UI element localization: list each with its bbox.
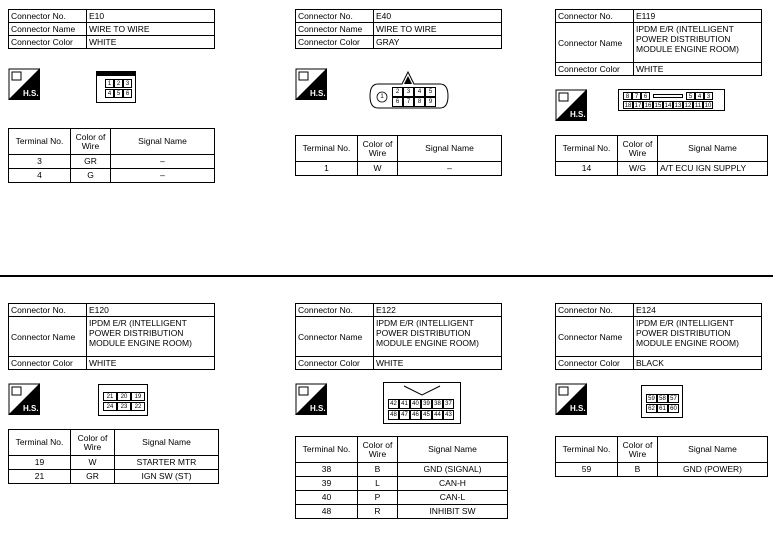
connector-face-e124: 59 58 57 62 61 60 [641, 385, 683, 418]
connector-no-label: Connector No. [9, 10, 87, 23]
connector-info-table [295, 9, 502, 49]
svg-text:H.S.: H.S. [570, 404, 586, 413]
connector-info-table [8, 9, 215, 49]
cavity: 4 [105, 89, 114, 98]
connector-panel-e120 [8, 303, 215, 370]
connector-panel-e40 [295, 9, 502, 49]
connector-panel-e124 [555, 303, 762, 370]
table-row: 39 L CAN-H [296, 477, 508, 491]
hs-icon [8, 383, 40, 415]
table-row: 38 B GND (SIGNAL) [296, 463, 508, 477]
connector-panel-e119 [555, 9, 762, 76]
connector-info-table: Connector No. E119 Connector Name IPDM E/R (INTELLIGENT POWER DISTRIBUTION MODULE ENGINE ROOM) Connector Color WHITE [555, 9, 762, 76]
hs-icon [295, 68, 327, 100]
connector-face-e120: 21 20 19 24 23 22 [98, 384, 148, 416]
hs-icon [295, 383, 327, 415]
table-row: 14 W/G A/T ECU IGN SUPPLY [556, 162, 768, 176]
table-row: 3 GR – [9, 155, 215, 169]
connector-name-label: Connector Name [296, 23, 374, 36]
hs-icon [555, 383, 587, 415]
cavity: 8 [414, 97, 425, 107]
terminal-panel-e119 [555, 135, 768, 176]
table-row: 40 P CAN-L [296, 491, 508, 505]
connector-color-value: WHITE [87, 36, 215, 49]
terminal-panel-e124 [555, 436, 768, 477]
signal-name-header: Signal Name [111, 129, 215, 155]
hs-icon [8, 68, 40, 100]
connector-name-value: WIRE TO WIRE [87, 23, 215, 36]
cavity: 9 [425, 97, 436, 107]
terminal-table: Terminal No. Color of Wire Signal Name 59 B GND (POWER) [555, 436, 768, 477]
table-row: 1 W – [296, 162, 502, 176]
terminal-panel-e40 [295, 135, 502, 176]
cavity: 3 [123, 79, 132, 88]
terminal-no-header: Terminal No. [9, 129, 71, 155]
connector-panel-e122 [295, 303, 502, 370]
connector-info-table: Connector No. E124 Connector Name IPDM E/R (INTELLIGENT POWER DISTRIBUTION MODULE ENGINE ROOM) Connector Color BLACK [555, 303, 762, 370]
table-row: 19 W STARTER MTR [9, 456, 219, 470]
cavity: 5 [114, 89, 123, 98]
cavity: 1 [380, 94, 384, 100]
table-row: 48 R INHIBIT SW [296, 505, 508, 519]
svg-text:H.S.: H.S. [23, 404, 39, 413]
connector-name-value: WIRE TO WIRE [374, 23, 502, 36]
cavity: 2 [114, 79, 123, 88]
svg-text:H.S.: H.S. [310, 89, 326, 98]
connector-color-value: GRAY [374, 36, 502, 49]
connector-name-label: Connector Name [9, 23, 87, 36]
terminal-panel-e122 [295, 436, 508, 519]
connector-info-table: Connector No. E122 Connector Name IPDM E/R (INTELLIGENT POWER DISTRIBUTION MODULE ENGINE ROOM) Connector Color WHITE [295, 303, 502, 370]
terminal-table: Terminal No. Color of Wire Signal Name 1 W – [295, 135, 502, 176]
cavity: 5 [425, 87, 436, 97]
terminal-panel-e120 [8, 429, 219, 484]
terminal-table [8, 128, 215, 183]
connector-no-value: E10 [87, 10, 215, 23]
hs-icon [555, 89, 587, 121]
table-row: 59 B GND (POWER) [556, 463, 768, 477]
connector-info-table: Connector No. E120 Connector Name IPDM E/R (INTELLIGENT POWER DISTRIBUTION MODULE ENGINE ROOM) Connector Color WHITE [8, 303, 215, 370]
table-row: 21 GR IGN SW (ST) [9, 470, 219, 484]
svg-text:H.S.: H.S. [570, 110, 586, 119]
cavity: 1 [105, 79, 114, 88]
connector-face-e40 [368, 68, 450, 112]
connector-color-label: Connector Color [9, 36, 87, 49]
connector-no-label: Connector No. [296, 10, 374, 23]
terminal-panel-e10 [8, 128, 215, 183]
cavity: 6 [392, 97, 403, 107]
connector-face-e119: 8 7 6 5 4 3 18 17 16 15 14 13 12 11 10 [618, 89, 725, 111]
connector-face-e10 [96, 71, 136, 103]
cavity: 4 [414, 87, 425, 97]
connector-color-label: Connector Color [296, 36, 374, 49]
wire-color-header: Color of Wire [71, 129, 111, 155]
cavity: 2 [392, 87, 403, 97]
terminal-table: Terminal No. Color of Wire Signal Name 38 B GND (SIGNAL) 39 L CAN-H 40 P CAN-L 48 R INHIBIT SW [295, 436, 508, 519]
table-row: 4 G – [9, 169, 215, 183]
connector-no-value: E40 [374, 10, 502, 23]
section-divider [0, 275, 773, 277]
connector-face-e122: 42 41 40 39 38 37 48 47 46 45 44 43 [383, 382, 461, 424]
terminal-table: Terminal No. Color of Wire Signal Name 19 W STARTER MTR 21 GR IGN SW (ST) [8, 429, 219, 484]
svg-text:H.S.: H.S. [310, 404, 326, 413]
cavity: 7 [403, 97, 414, 107]
terminal-table: Terminal No. Color of Wire Signal Name 14 W/G A/T ECU IGN SUPPLY [555, 135, 768, 176]
connector-panel-e10 [8, 9, 215, 49]
cavity: 6 [123, 89, 132, 98]
cavity: 3 [403, 87, 414, 97]
hs-label: H.S. [23, 89, 39, 98]
